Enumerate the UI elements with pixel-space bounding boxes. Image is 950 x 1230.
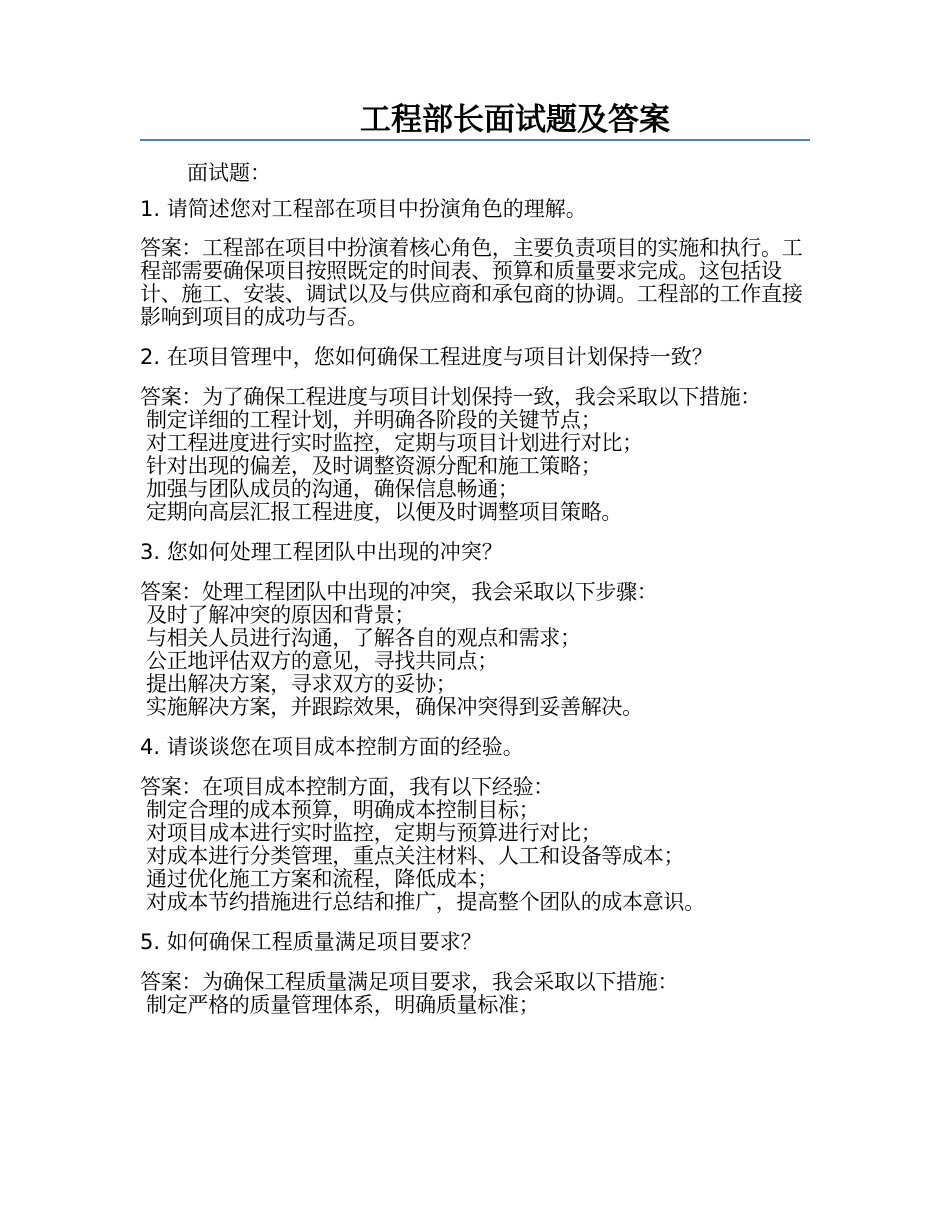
answer-2-step: 加强与团队成员的沟通，确保信息畅通；: [146, 477, 519, 501]
question-3: 3. 您如何处理工程团队中出现的冲突？: [140, 540, 503, 564]
answer-2-text: 答案：为了确保工程进度与项目计划保持一致，我会采取以下措施：: [140, 385, 761, 409]
answer-2-step: 制定详细的工程计划，并明确各阶段的关键节点；: [146, 408, 602, 432]
question-1: 1. 请简述您对工程部在项目中扮演角色的理解。: [140, 197, 587, 221]
title-underline: [140, 139, 810, 141]
answer-4-step: 制定合理的成本预算，明确成本控制目标；: [146, 798, 540, 822]
answer-4-step: 对成本进行分类管理，重点关注材料、人工和设备等成本；: [146, 844, 685, 868]
answer-5-step: 制定严格的质量管理体系，明确质量标准；: [146, 993, 540, 1017]
answer-3: [140, 581, 812, 719]
answer-2-step: 针对出现的偏差，及时调整资源分配和施工策略；: [146, 454, 602, 478]
answer-3-step: 提出解决方案，寻求双方的妥协；: [146, 672, 457, 696]
intro-label: 面试题：: [187, 161, 271, 185]
answer-1-text: 答案：工程部在项目中扮演着核心角色，主要负责项目的实施和执行。工程部需要确保项目按照既定的时间表、预算和质量要求完成。这包括设计、施工、安装、调试以及与供应商和承包商的协调。工程部的工作直接影响到项目的成功与否。: [140, 236, 803, 329]
question-2: 2. 在项目管理中，您如何确保工程进度与项目计划保持一致？: [140, 345, 713, 369]
document-title-text: 工程部长面试题及答案: [360, 102, 670, 138]
answer-1: [140, 237, 812, 329]
answer-5-text: 答案：为确保工程质量满足项目要求，我会采取以下措施：: [140, 970, 679, 994]
question-4: 4. 请谈谈您在项目成本控制方面的经验。: [140, 735, 524, 759]
answer-3-text: 答案：处理工程团队中出现的冲突，我会采取以下步骤：: [140, 580, 658, 604]
answer-3-step: 实施解决方案，并跟踪效果，确保冲突得到妥善解决。: [146, 695, 643, 719]
answer-2-step: 定期向高层汇报工程进度，以便及时调整项目策略。: [146, 500, 623, 524]
answer-4-step: 对项目成本进行实时监控，定期与预算进行对比；: [146, 821, 602, 845]
answer-3-step: 公正地评估双方的意见，寻找共同点；: [146, 649, 498, 673]
answer-5: [140, 971, 812, 1017]
document-title: [140, 100, 810, 140]
answer-2-step: 对工程进度进行实时监控，定期与项目计划进行对比；: [146, 431, 643, 455]
answer-3-step: 及时了解冲突的原因和背景；: [146, 603, 416, 627]
answer-4: [140, 776, 812, 914]
answer-3-step: 与相关人员进行沟通，了解各自的观点和需求；: [146, 626, 581, 650]
answer-4-step: 通过优化施工方案和流程，降低成本；: [146, 867, 498, 891]
answer-2: [140, 386, 812, 524]
answer-4-step: 对成本节约措施进行总结和推广，提高整个团队的成本意识。: [146, 890, 705, 914]
answer-4-text: 答案：在项目成本控制方面，我有以下经验：: [140, 775, 554, 799]
document-body: [140, 156, 812, 1034]
question-5: 5. 如何确保工程质量满足项目要求？: [140, 930, 482, 954]
